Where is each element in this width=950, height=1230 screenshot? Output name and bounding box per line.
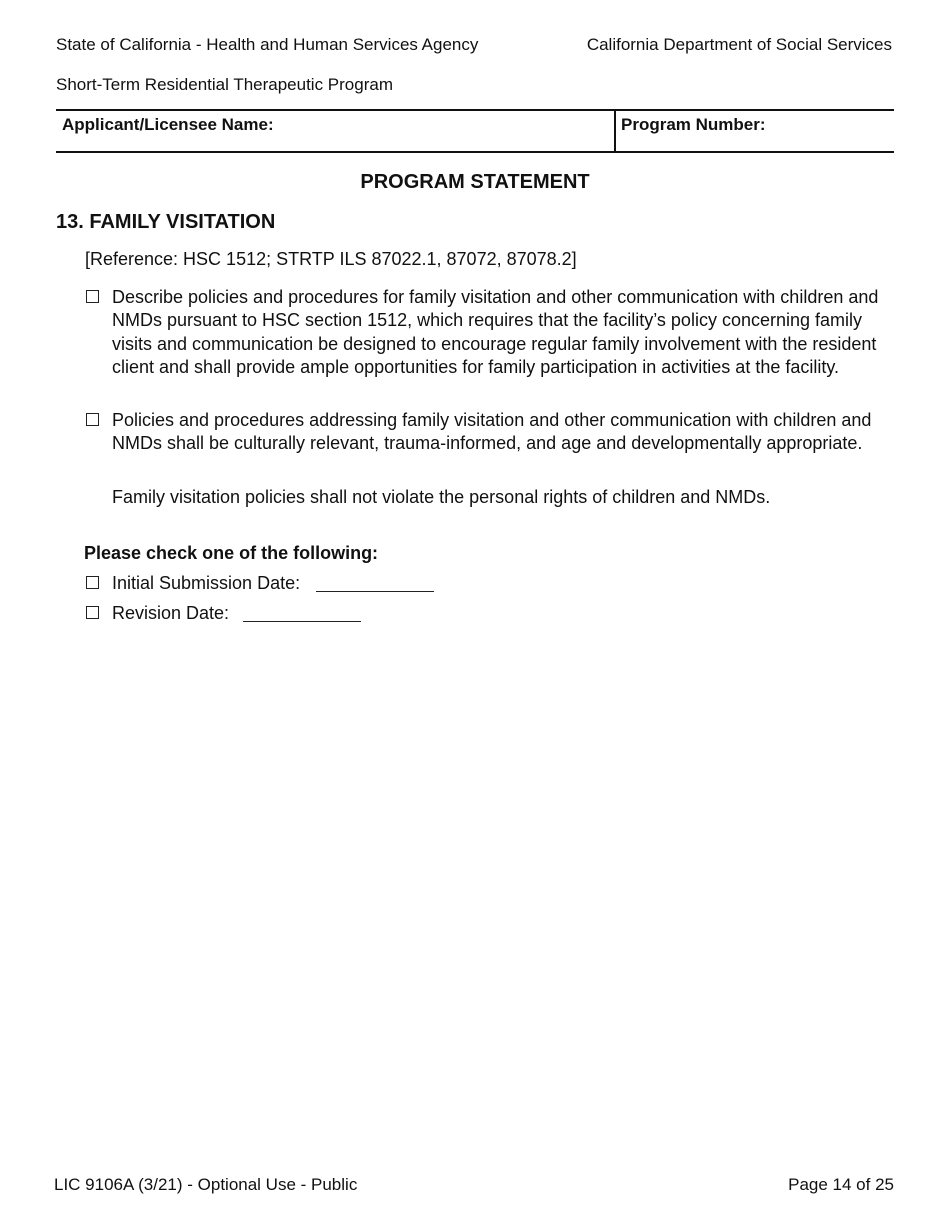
form-id: LIC 9106A (3/21) - Optional Use - Public (54, 1175, 358, 1194)
table-divider (614, 109, 616, 153)
section-heading: 13. FAMILY VISITATION (56, 211, 276, 233)
program-number-label: Program Number: (621, 115, 766, 134)
initial-submission-label: Initial Submission Date: (112, 573, 301, 593)
page-number: Page 14 of 25 (788, 1175, 894, 1194)
check-one-prompt: Please check one of the following: (84, 543, 379, 563)
item-2-checkbox[interactable] (86, 413, 99, 426)
section-reference: [Reference: HSC 1512; STRTP ILS 87022.1, 87072, 87078.2] (85, 249, 577, 269)
visitation-note: Family visitation policies shall not violate the personal rights of children and NMDs. (112, 487, 771, 507)
initial-submission-checkbox[interactable] (86, 576, 99, 589)
item-1-text: Describe policies and procedures for family visitation and other communication with children and NMDs pursuant to HSC section 1512, which requires that the facility’s policy concerning family visits and communication be designed to encourage regular family involvement with the resident client and shall provide ample opportunities for family participation in activities at the facility. (112, 287, 879, 377)
agency-name: State of California - Health and Human Services Agency (56, 35, 479, 54)
document-title: PROGRAM STATEMENT (360, 171, 590, 193)
department-name: California Department of Social Services (586, 35, 892, 54)
revision-date-field[interactable] (243, 621, 361, 622)
applicant-name-label: Applicant/Licensee Name: (62, 115, 274, 134)
program-type: Short-Term Residential Therapeutic Program (56, 75, 393, 94)
item-1-checkbox[interactable] (86, 290, 99, 303)
revision-date-label: Revision Date: (112, 603, 230, 623)
item-2-text: Policies and procedures addressing family visitation and other communication with children and NMDs shall be culturally relevant, trauma-informed, and age and developmentally appropriate. (112, 410, 872, 454)
initial-submission-date-field[interactable] (316, 591, 434, 592)
applicant-info-table (56, 109, 894, 153)
revision-checkbox[interactable] (86, 606, 99, 619)
